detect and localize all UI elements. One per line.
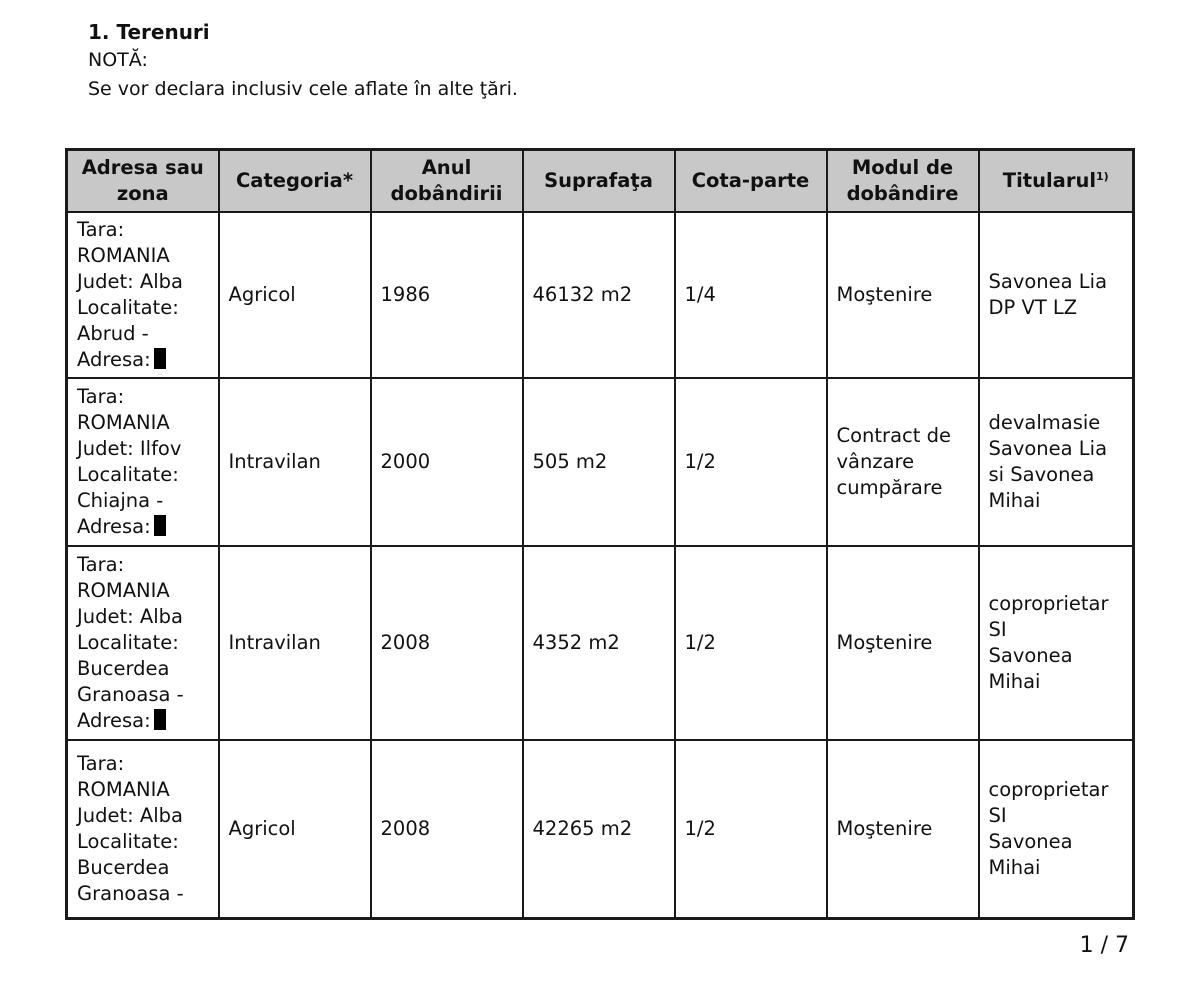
owner-line: SI [988, 618, 1007, 641]
address-line-text: Adresa: [77, 348, 151, 371]
address-line [77, 384, 210, 410]
address-line [77, 514, 210, 540]
section-header [88, 18, 518, 104]
category-cell: Agricol [219, 212, 371, 378]
table-row [67, 212, 1134, 378]
owner-line: coproprietar [988, 777, 1109, 801]
owner-line: Mihai [988, 855, 1041, 879]
owner-line: devalmasie [988, 411, 1101, 434]
owner-cell [979, 212, 1134, 378]
owner-line: Savonea [988, 829, 1073, 853]
address-line [77, 578, 210, 604]
year-cell: 2000 [371, 378, 523, 546]
address-line [77, 410, 210, 436]
share-cell: 1/2 [675, 740, 827, 918]
owner-line: coproprietar [988, 592, 1109, 615]
owner-line: Savonea [988, 644, 1073, 667]
table-body [67, 212, 1134, 918]
area-cell: 505 m2 [523, 378, 675, 546]
address-line [77, 855, 210, 881]
share-cell: 1/2 [675, 546, 827, 740]
header-owner-footnote: 1) [1096, 170, 1109, 183]
address-line [77, 488, 210, 514]
address-line-text: Tara: [77, 385, 125, 408]
address-line-text: ROMANIA [77, 777, 170, 801]
mode-cell: Contract de vânzare cumpărare [827, 378, 979, 546]
address-line [77, 269, 210, 295]
table-header-row [67, 150, 1134, 213]
area-cell: 42265 m2 [523, 740, 675, 918]
address-line-text: Localitate: [77, 463, 179, 486]
year-cell: 1986 [371, 212, 523, 378]
address-line [77, 347, 210, 373]
header-address: Adresa sau zona [67, 150, 219, 213]
address-line [77, 656, 210, 682]
address-line-text: Tara: [77, 751, 125, 775]
page-indicator: 1 / 7 [1079, 933, 1129, 958]
area-cell: 4352 m2 [523, 546, 675, 740]
address-line-text: Granoasa - [77, 683, 184, 706]
address-line [77, 708, 210, 734]
address-line [77, 829, 210, 855]
address-cell [67, 740, 219, 918]
address-line [77, 217, 210, 243]
address-line-text: Judet: Alba [77, 605, 183, 628]
owner-line: Mihai [988, 670, 1041, 693]
mode-cell: Moştenire [827, 546, 979, 740]
address-line-text: Localitate: [77, 296, 179, 319]
header-category: Categoria* [219, 150, 371, 213]
address-line [77, 321, 210, 347]
address-line-text: Localitate: [77, 631, 179, 654]
header-share: Cota-parte [675, 150, 827, 213]
redacted-block [154, 515, 166, 536]
address-line-text: Chiajna - [77, 489, 164, 512]
address-cell [67, 546, 219, 740]
address-line-text: ROMANIA [77, 411, 170, 434]
address-line [77, 881, 210, 907]
address-line-text: Tara: [77, 218, 125, 241]
owner-line: Mihai [988, 489, 1041, 512]
note-text: Se vor declara inclusiv cele aflate în alte ţări. [88, 78, 518, 100]
section-title: 1. Terenuri [88, 20, 210, 44]
address-line [77, 777, 210, 803]
table-row [67, 740, 1134, 918]
address-line-text: Judet: Ilfov [77, 437, 182, 460]
address-line-text: Adresa: [77, 709, 151, 732]
year-cell: 2008 [371, 740, 523, 918]
header-year: Anul dobândirii [371, 150, 523, 213]
mode-cell: Moştenire [827, 740, 979, 918]
address-line-text: Localitate: [77, 829, 179, 853]
category-cell: Intravilan [219, 546, 371, 740]
category-cell: Intravilan [219, 378, 371, 546]
address-line [77, 462, 210, 488]
owner-line: Savonea Lia [988, 437, 1108, 460]
owner-line: DP VT LZ [988, 296, 1078, 319]
address-line-text: Bucerdea [77, 855, 170, 879]
address-line [77, 552, 210, 578]
owner-line: SI [988, 803, 1007, 827]
redacted-block [154, 709, 166, 730]
owner-cell [979, 740, 1134, 918]
owner-line: Savonea Lia [988, 270, 1108, 293]
note-label: NOTĂ: [88, 49, 148, 71]
address-line [77, 630, 210, 656]
address-line [77, 436, 210, 462]
address-line-text: Bucerdea [77, 657, 170, 680]
address-line-text: ROMANIA [77, 244, 170, 267]
address-cell [67, 212, 219, 378]
redacted-block [154, 348, 166, 369]
header-area: Suprafaţa [523, 150, 675, 213]
address-line-text: Judet: Alba [77, 270, 183, 293]
header-owner-label: Titularul [1002, 169, 1097, 192]
address-cell [67, 378, 219, 546]
address-line-text: Abrud - [77, 322, 149, 345]
owner-cell [979, 546, 1134, 740]
share-cell: 1/4 [675, 212, 827, 378]
address-line [77, 803, 210, 829]
category-cell: Agricol [219, 740, 371, 918]
address-line-text: Tara: [77, 553, 125, 576]
address-line-text: ROMANIA [77, 579, 170, 602]
share-cell: 1/2 [675, 378, 827, 546]
year-cell: 2008 [371, 546, 523, 740]
address-line [77, 243, 210, 269]
address-line [77, 682, 210, 708]
area-cell: 46132 m2 [523, 212, 675, 378]
header-owner [979, 150, 1134, 213]
header-mode: Modul de dobândire [827, 150, 979, 213]
mode-cell: Moştenire [827, 212, 979, 378]
address-line [77, 751, 210, 777]
address-line-text: Adresa: [77, 515, 151, 538]
table-row [67, 378, 1134, 546]
land-table [65, 148, 1135, 920]
address-line [77, 604, 210, 630]
address-line-text: Granoasa - [77, 881, 184, 905]
address-line-text: Judet: Alba [77, 803, 183, 827]
owner-cell [979, 378, 1134, 546]
table-row [67, 546, 1134, 740]
address-line [77, 295, 210, 321]
owner-line: si Savonea [988, 463, 1095, 486]
